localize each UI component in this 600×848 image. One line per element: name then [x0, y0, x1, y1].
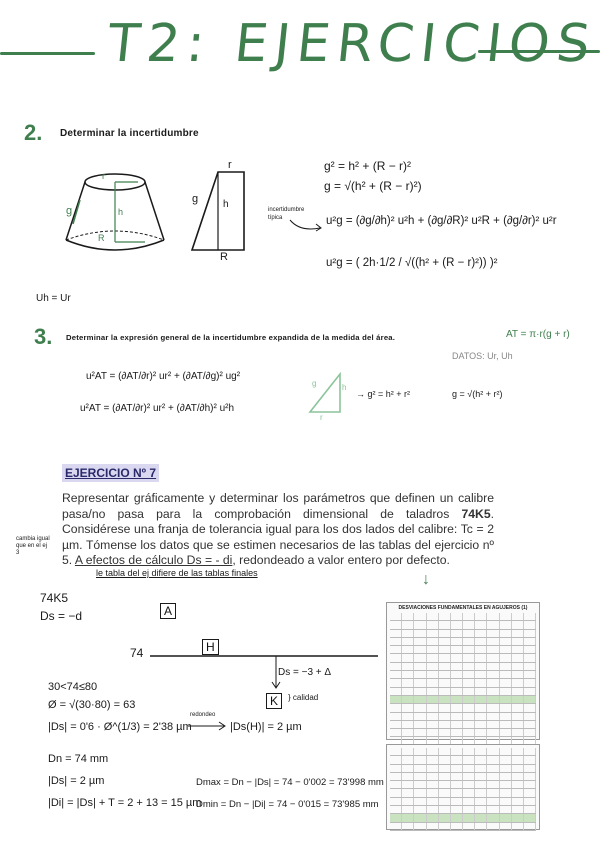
p2-eq3: u²g = (∂g/∂h)² u²h + (∂g/∂R)² u²R + (∂g/∂r)² u²r: [326, 215, 557, 227]
trap-label-g: g: [192, 193, 199, 205]
down-arrow-icon: ↓: [422, 571, 430, 588]
ex7-hand-note: le tabla del ej difiere de las tablas finales: [96, 568, 258, 578]
p2-eq4: u²g = ( 2h·1/2 / √((h² + (R − r)²)) )²: [326, 257, 498, 269]
sol-l3: 30<74≤80: [48, 681, 98, 693]
deviation-table-grid-1: [390, 613, 536, 746]
sol-arrow: [186, 720, 228, 732]
sol-arrow-note: redondeo: [190, 712, 216, 718]
title-line-left: [0, 52, 95, 55]
frustum-label-r: r: [102, 171, 105, 181]
p2-note-left: incertidumbre típica: [268, 207, 305, 221]
ds-note: Ds = −3 + Δ: [278, 667, 332, 678]
deviation-table-grid-2: [390, 748, 536, 831]
p3-data: DATOS: Ur, Uh: [452, 351, 513, 361]
problem2-number: 2.: [24, 120, 43, 145]
ex7-p4: , redondeado a valor entero por defecto.: [232, 553, 450, 567]
ex7-p1: Representar gráficamente y determinar los parámetros que definen un calibre pasa/no pasa para la comprobación dimensional de taladros: [62, 491, 494, 521]
box-K: K: [266, 692, 282, 710]
sol-l5b: |Ds(H)| = 2 µm: [230, 721, 302, 733]
problem3-heading: Determinar la expresión general de la incertidumbre expandida de la medida del área.: [66, 333, 396, 342]
problem3-number: 3.: [34, 324, 53, 349]
frustum-label-R: R: [98, 233, 105, 243]
sol-l5: |Ds| = 0'6 · Ø^(1/3) = 2'38 µm: [48, 721, 192, 733]
axis-74-label: 74: [130, 646, 144, 660]
ex7-p2: . Considérese una franja de tolerancia igual para los dos lados del calibre: Tc = 2 µm. Tómense los datos que se estimen necesarios de las tablas del ejercicio nº 5.: [62, 506, 495, 567]
box-A: A: [160, 602, 176, 620]
p3-eq3: → g² = h² + r²: [356, 389, 411, 399]
p3-eq1: u²AT = (∂AT/∂r)² ur² + (∂AT/∂g)² ug²: [86, 371, 241, 382]
k-note: } calidad: [288, 693, 319, 702]
p2-eq2: g = √(h² + (R − r)²): [324, 179, 422, 193]
ex7-p3-underline: A efectos de cálculo Ds = - di: [74, 553, 233, 567]
sol-l2: Ds = −d: [40, 609, 83, 623]
p3-eq2: u²AT = (∂AT/∂r)² ur² + (∂AT/∂h)² u²h: [80, 403, 235, 414]
sol-l1: 74K5: [40, 591, 69, 605]
p3-area-formula: AT = π·r(g + r): [506, 329, 570, 340]
p2-note-arrow: [288, 218, 324, 234]
exercise7-statement: [62, 491, 494, 569]
tolerance-diagram: [150, 630, 380, 720]
trap-label-r: r: [228, 159, 232, 171]
sol-l9: Dmax = Dn − |Ds| = 74 − 0'002 = 73'998 mm: [196, 777, 384, 788]
p3-eq4: g = √(h² + r²): [452, 389, 503, 399]
p2-uh: Uh = Ur: [36, 293, 71, 304]
p3-tri-r: r: [320, 413, 323, 422]
trap-label-R: R: [220, 251, 228, 263]
deviation-table-2: [386, 744, 540, 830]
deviation-table-1: [386, 602, 540, 740]
frustum-diagram: [60, 160, 170, 260]
sol-l6: Dn = 74 mm: [48, 753, 109, 765]
sol-l8: |Di| = |Ds| + T = 2 + 13 = 15 µm: [48, 797, 202, 809]
frustum-label-g: g: [66, 205, 73, 217]
sol-l4: Ø = √(30·80) = 63: [48, 699, 136, 711]
frustum-label-h: h: [118, 207, 124, 217]
p3-tri-h: h: [342, 383, 347, 392]
p2-eq1: g² = h² + (R − r)²: [324, 159, 412, 173]
sol-l10: Dmin = Dn − |Di| = 74 − 0'015 = 73'985 mm: [196, 799, 379, 810]
trap-label-h: h: [223, 199, 229, 210]
problem2-heading: Determinar la incertidumbre: [60, 128, 199, 139]
p3-triangle: [306, 370, 346, 416]
page-title: T2: EJERCICIOS: [104, 14, 600, 74]
ex7-side-note: cambia igual que en el ej 3: [16, 536, 50, 556]
sol-l7: |Ds| = 2 µm: [48, 775, 105, 787]
box-H: H: [202, 638, 219, 656]
exercise7-title: EJERCICIO Nº 7: [62, 464, 159, 482]
trapezoid-diagram: [188, 160, 258, 260]
deviation-table-title: DESVIACIONES FUNDAMENTALES EN AGUJEROS (1): [398, 605, 528, 611]
ex7-p1-bold: 74K5: [461, 506, 491, 521]
p3-tri-g: g: [312, 379, 317, 388]
